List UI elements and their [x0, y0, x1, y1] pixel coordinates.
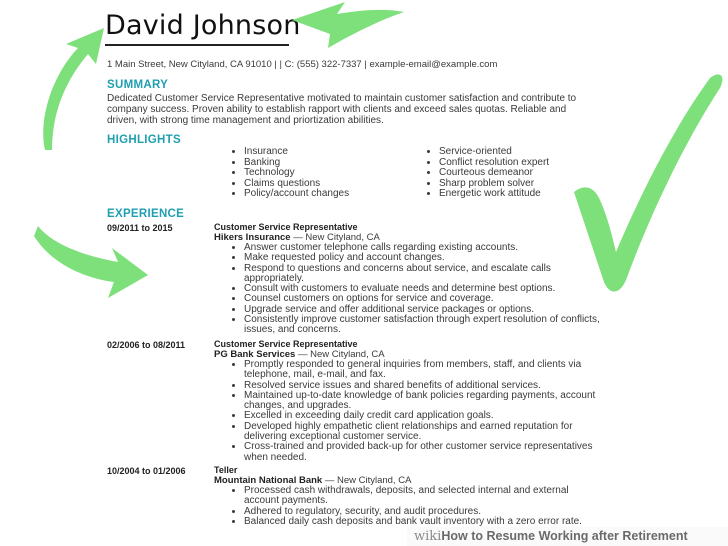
duty-item: • Cross-trained and provided back-up for other customer service representatives when needed.	[244, 442, 604, 463]
highlight-item: • Energetic work attitude	[439, 189, 549, 200]
duty-item: • Balanced daily cash deposits and bank vault inventory with a zero error rate.	[244, 517, 604, 527]
duty-item: • Answer customer telephone calls regarding existing accounts.	[244, 243, 604, 253]
resume-name: David Johnson	[105, 10, 301, 41]
job-title: Customer Service Representative	[214, 222, 358, 232]
duty-item: • Resolved service issues and shared benefits of additional services.	[244, 381, 604, 391]
contact-line: 1 Main Street, New Cityland, CA 91010 | | C: (555) 322-7337 | example-email@example.com	[107, 59, 498, 70]
duty-item: • Promptly responded to general inquiries from members, staff, and clients via telephone, mail, e-mail, and fax.	[244, 360, 604, 381]
dash-separator: —	[297, 349, 308, 360]
duty-item: • Maintained up-to-date knowledge of bank policies regarding payments, account changes, and upgrades.	[244, 391, 604, 412]
arrow-icon	[292, 2, 404, 48]
highlight-item: • Technology	[244, 168, 349, 179]
dash-separator: —	[324, 475, 335, 486]
watermark-text	[414, 529, 688, 544]
duty-item: • Consult with customers to evaluate needs and determine best options.	[244, 284, 604, 294]
company-name: Mountain National Bank	[214, 475, 323, 486]
duty-item: • Consistently improve customer satisfaction through expert resolution of conflicts, issues, and concerns.	[244, 315, 604, 336]
checkmark-icon	[574, 74, 722, 291]
job-title: Customer Service Representative	[214, 339, 358, 349]
company-name: Hikers Insurance	[214, 232, 291, 243]
arrow-icon	[43, 28, 104, 150]
highlight-item: • Claims questions	[244, 179, 349, 190]
experience-heading: EXPERIENCE	[107, 208, 185, 220]
highlight-item: • Banking	[244, 158, 349, 169]
highlight-item: • Sharp problem solver	[439, 179, 549, 190]
company-name: PG Bank Services	[214, 349, 296, 360]
duty-item: • Developed highly empathetic client relationships and earned reputation for delivering exceptional customer service.	[244, 422, 604, 443]
duty-item: • Upgrade service and offer additional service packages or options.	[244, 305, 604, 315]
how-logo-text: How	[441, 529, 468, 543]
article-title: to Resume Working after Retirement	[467, 529, 688, 543]
duty-item: • Excelled in exceeding daily credit card application goals.	[244, 411, 604, 421]
duty-item: • Adhered to regulatory, security, and audit procedures.	[244, 507, 604, 517]
duty-item: • Processed cash withdrawals, deposits, and selected internal and external account payments.	[244, 486, 604, 507]
job-dates: 10/2004 to 01/2006	[107, 466, 186, 476]
highlight-item: • Policy/account changes	[244, 189, 349, 200]
job-location: New Cityland, CA	[310, 349, 385, 360]
job-dates: 09/2011 to 2015	[107, 223, 173, 233]
wiki-logo-text: wiki	[414, 529, 442, 544]
job-location: New Cityland, CA	[336, 475, 412, 486]
duty-item: • Respond to questions and concerns about service, and escalate calls appropriately.	[244, 264, 604, 285]
highlight-item: • Courteous demeanor	[439, 168, 549, 179]
job-title: Teller	[214, 465, 238, 475]
summary-text: Dedicated Customer Service Representative motivated to maintain customer satisfaction and contribute to company success. Proven ability to establish rapport with clients and exceed sales quotas. Reliable and driven, with strong time management and priortization abilities.	[107, 93, 577, 127]
duty-item: • Make requested policy and account changes.	[244, 253, 604, 263]
job-dates: 02/2006 to 08/2011	[107, 340, 186, 350]
highlight-item: • Insurance	[244, 147, 349, 158]
duty-item: • Counsel customers on options for service and coverage.	[244, 294, 604, 304]
dash-separator: —	[293, 232, 303, 243]
highlight-item: • Service-oriented	[439, 147, 549, 158]
highlight-item: • Conflict resolution expert	[439, 158, 549, 169]
arrow-icon	[34, 226, 148, 298]
highlights-heading: HIGHLIGHTS	[107, 134, 181, 146]
summary-heading: SUMMARY	[107, 79, 169, 91]
job-location: New Cityland, CA	[305, 232, 380, 243]
